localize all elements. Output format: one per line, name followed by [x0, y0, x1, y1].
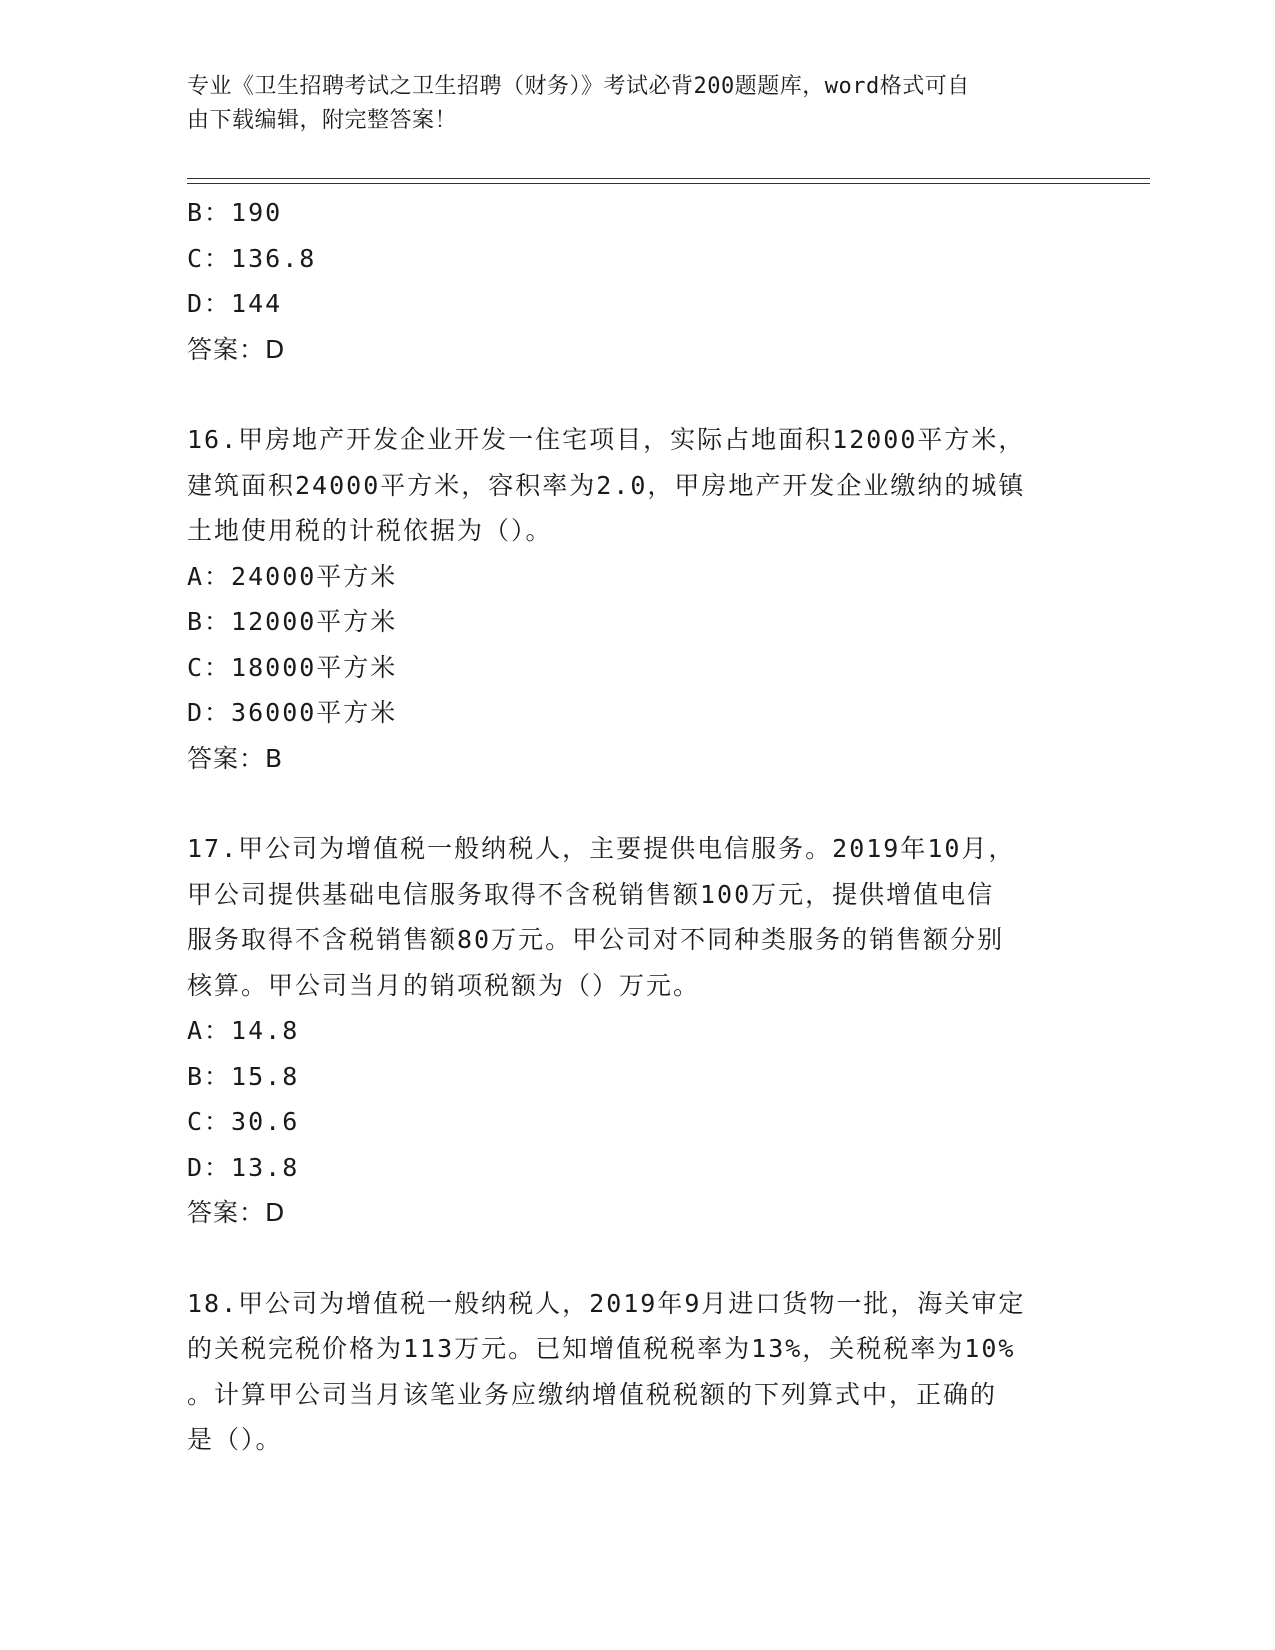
question-text-line: 18.甲公司为增值税一般纳税人，2019年9月进口货物一批，海关审定 [187, 1288, 1026, 1318]
option-a: A：24000平方米 [187, 561, 398, 591]
spacer [187, 1236, 1087, 1281]
answer-line: 答案：D [187, 1198, 286, 1227]
question-text-line: 的关税完税价格为113万元。已知增值税税率为13%，关税税率为10% [187, 1334, 1016, 1363]
question-text-line: 16.甲房地产开发企业开发一住宅项目，实际占地面积12000平方米， [187, 425, 1026, 454]
question-text-line: 服务取得不含税销售额80万元。甲公司对不同种类服务的销售额分别 [187, 925, 1005, 954]
question-text-line: 。计算甲公司当月该笔业务应缴纳增值税税额的下列算式中，正确的 [187, 1379, 998, 1409]
option-b: B：15.8 [187, 1061, 300, 1091]
question-text-line: 核算。甲公司当月的销项税额为（）万元。 [187, 970, 701, 1000]
spacer [187, 781, 1087, 826]
question-17-block [187, 826, 1087, 1236]
option-b: B：190 [187, 198, 283, 227]
option-d: D：13.8 [187, 1152, 300, 1182]
question-16-block [187, 417, 1087, 781]
question-15-block [187, 190, 1087, 372]
question-18-block [187, 1281, 1087, 1463]
option-a: A：14.8 [187, 1016, 300, 1045]
question-text-line: 17.甲公司为增值税一般纳税人，主要提供电信服务。2019年10月， [187, 834, 1016, 863]
option-c: C：18000平方米 [187, 652, 398, 682]
question-content [187, 190, 1087, 1463]
header-divider [187, 178, 1150, 184]
option-c: C：136.8 [187, 243, 317, 273]
option-d: D：36000平方米 [187, 698, 398, 727]
answer-line: 答案：D [187, 334, 286, 364]
question-text-line: 是（）。 [187, 1425, 283, 1454]
option-c: C：30.6 [187, 1107, 300, 1136]
answer-line: 答案：B [187, 743, 284, 773]
header-line-1: 专业《卫生招聘考试之卫生招聘（财务）》考试必背200题题库，word格式可自 [187, 74, 970, 99]
spacer [187, 372, 1087, 417]
question-text-line: 土地使用税的计税依据为（）。 [187, 516, 553, 545]
question-text-line: 甲公司提供基础电信服务取得不含税销售额100万元，提供增值电信 [187, 879, 995, 909]
question-text-line: 建筑面积24000平方米，容积率为2.0，甲房地产开发企业缴纳的城镇 [187, 470, 1026, 500]
option-d: D：144 [187, 289, 283, 318]
page-header [187, 70, 1067, 138]
option-b: B：12000平方米 [187, 607, 398, 636]
header-line-2: 由下载编辑，附完整答案！ [187, 108, 458, 133]
